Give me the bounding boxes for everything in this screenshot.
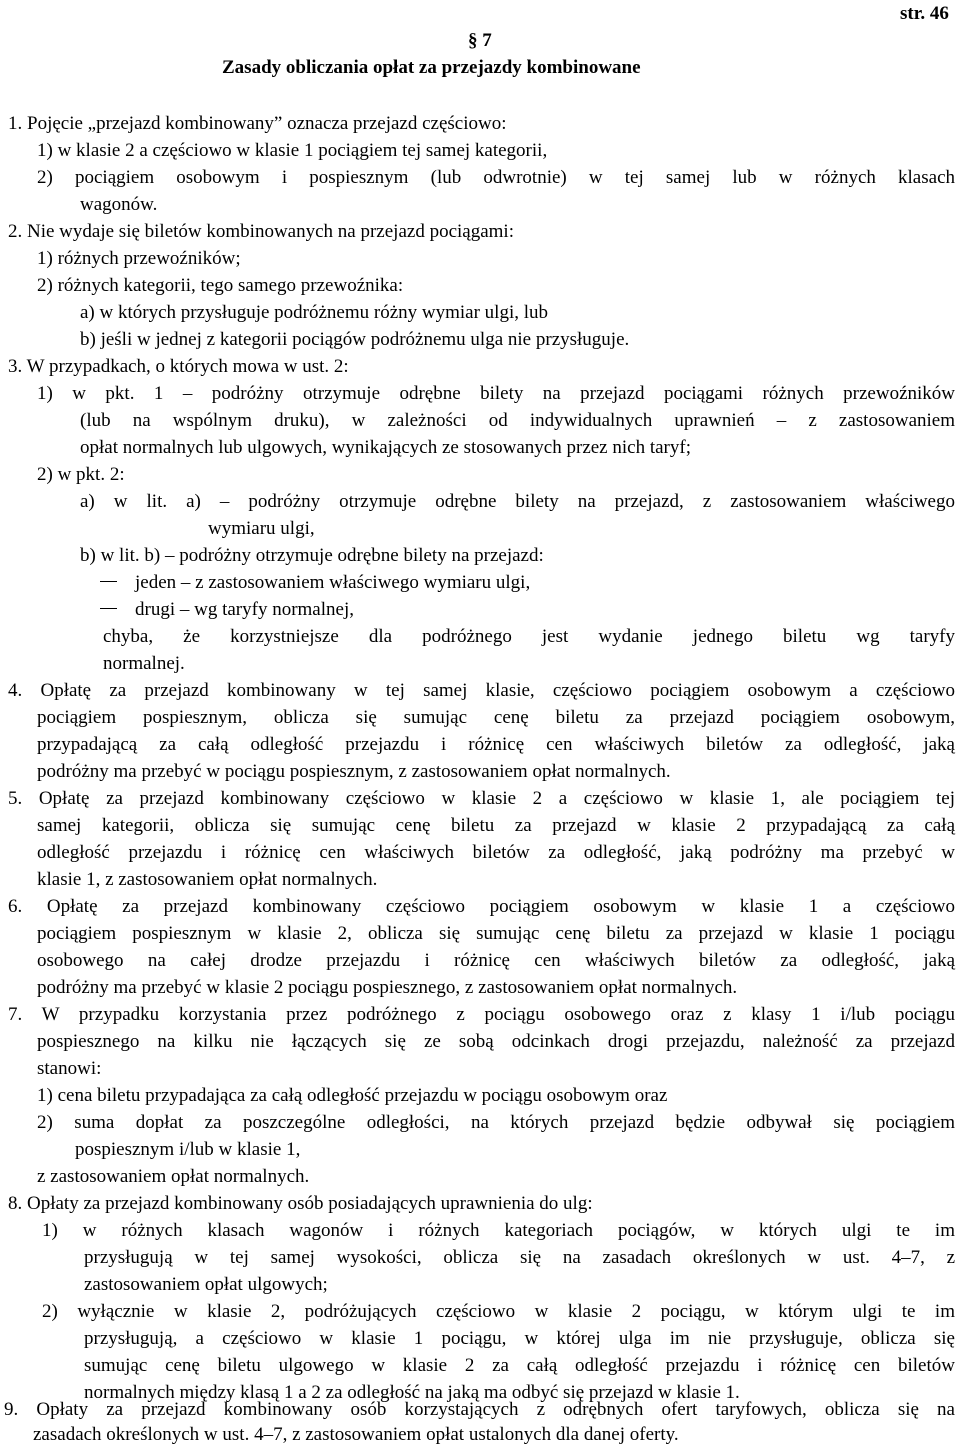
paragraph-line: pociągiem pospiesznym, oblicza się sumując cenę biletu za przejazd pociągiem osobowym,: [37, 707, 955, 728]
paragraph-line: 2) różnych kategorii, tego samego przewoźnika:: [37, 275, 404, 296]
section-number: § 7: [468, 30, 492, 51]
paragraph-line: przysługują w tej samej wysokości, oblicza się na zasadach określonych w ust. 4–7, z: [84, 1247, 955, 1268]
paragraph-line: normalnych między klasą 1 a 2 za odległość na jaką ma odbyć się przejazd w klasie 1.: [84, 1382, 740, 1403]
paragraph-line: a) w których przysługuje podróżnemu różny wymiar ulgi, lub: [80, 302, 549, 323]
paragraph-line: 2) suma dopłat za poszczególne odległości, na których przejazd będzie odbywał się pociągiem: [37, 1112, 955, 1133]
list-dash: [100, 608, 117, 609]
paragraph-line: b) w lit. b) – podróżny otrzymuje odrębne bilety na przejazd:: [80, 545, 544, 566]
paragraph-line: chyba, że korzystniejsze dla podróżnego jest wydanie jednego biletu wg taryfy: [103, 626, 955, 647]
paragraph-line: stanowi:: [37, 1058, 102, 1079]
paragraph-line: pospiesznym i/lub w klasie 1,: [75, 1139, 301, 1160]
paragraph-line: 6. Opłatę za przejazd kombinowany częściowo pociągiem osobowym w klasie 1 a częściowo: [8, 896, 955, 917]
paragraph-line: pociągiem pospiesznym w klasie 2, oblicza się sumując cenę biletu za przejazd w klasie 1 pociągu: [37, 923, 955, 944]
paragraph-line: osobowego na całej drodze przejazdu i różnicę cen właściwych biletów za odległość, jaką: [37, 950, 955, 971]
paragraph-line: 7. W przypadku korzystania przez podróżnego z pociągu osobowego oraz z klasy 1 i/lub pociągu: [8, 1004, 955, 1025]
paragraph-line: a) w lit. a) – podróżny otrzymuje odrębne bilety na przejazd, z zastosowaniem właściwego: [80, 491, 955, 512]
paragraph-line: 2) pociągiem osobowym i pospiesznym (lub odwrotnie) w tej samej lub w różnych klasach: [37, 167, 955, 188]
paragraph-line: pospiesznego na kilku nie łączących się ze sobą odcinkach drogi przejazdu, należność za przejazd: [37, 1031, 955, 1052]
paragraph-line: podróżny ma przebyć w klasie 2 pociągu pospiesznego, z zastosowaniem opłat normalnych.: [37, 977, 738, 998]
paragraph-line: 8. Opłaty za przejazd kombinowany osób posiadających uprawnienia do ulg:: [8, 1193, 593, 1214]
section-title: Zasady obliczania opłat za przejazdy kombinowane: [222, 57, 641, 78]
paragraph-line: opłat normalnych lub ulgowych, wynikających ze stosowanych przez nich taryf;: [80, 437, 691, 458]
paragraph-line: 2) wyłącznie w klasie 2, podróżujących częściowo w klasie 2 pociągu, w którym ulgi te im: [42, 1301, 955, 1322]
paragraph-line: klasie 1, z zastosowaniem opłat normalnych.: [37, 869, 378, 890]
paragraph-line: 4. Opłatę za przejazd kombinowany w tej samej klasie, częściowo pociągiem osobowym a częściowo: [8, 680, 955, 701]
list-dash: [100, 581, 117, 582]
paragraph-line: drugi – wg taryfy normalnej,: [135, 599, 354, 620]
paragraph-line: 1) różnych przewoźników;: [37, 248, 241, 269]
paragraph-line: 1) w pkt. 1 – podróżny otrzymuje odrębne bilety na przejazd pociągami różnych przewoźników: [37, 383, 955, 404]
paragraph-line: jeden – z zastosowaniem właściwego wymiaru ulgi,: [135, 572, 531, 593]
paragraph-line: 9. Opłaty za przejazd kombinowany osób korzystających z odrębnych ofert taryfowych, oblicza się na: [4, 1399, 955, 1420]
paragraph-line: samej kategorii, oblicza się sumując cenę biletu za przejazd w klasie 2 przypadającą za całą: [37, 815, 955, 836]
paragraph-line: przysługują, a częściowo w klasie 1 pociągu, w której ulga im nie przysługuje, oblicza się: [84, 1328, 955, 1349]
paragraph-line: normalnej.: [103, 653, 185, 674]
paragraph-line: przypadającą za całą odległość przejazdu i różnicę cen właściwych biletów za odległość, jaką: [37, 734, 955, 755]
paragraph-line: (lub na wspólnym druku), w zależności od indywidualnych uprawnień – z zastosowaniem: [80, 410, 955, 431]
paragraph-line: 1. Pojęcie „przejazd kombinowany” oznacza przejazd częściowo:: [8, 113, 507, 134]
paragraph-line: odległość przejazdu i różnicę cen właściwych biletów za odległość, jaką podróżny ma przebyć w: [37, 842, 955, 863]
paragraph-line: zastosowaniem opłat ulgowych;: [84, 1274, 328, 1295]
paragraph-line: 2) w pkt. 2:: [37, 464, 125, 485]
paragraph-line: podróżny ma przebyć w pociągu pospiesznym, z zastosowaniem opłat normalnych.: [37, 761, 671, 782]
paragraph-line: b) jeśli w jednej z kategorii pociągów podróżnemu ulga nie przysługuje.: [80, 329, 630, 350]
paragraph-line: sumując cenę biletu ulgowego w klasie 2 za całą odległość przejazdu i różnicę cen biletów: [84, 1355, 955, 1376]
page-number: str. 46: [900, 3, 949, 24]
paragraph-line: wymiaru ulgi,: [208, 518, 315, 539]
paragraph-line: 1) w różnych klasach wagonów i różnych kategoriach pociągów, w których ulgi te im: [42, 1220, 955, 1241]
paragraph-line: 1) cena biletu przypadająca za całą odległość przejazdu w pociągu osobowym oraz: [37, 1085, 668, 1106]
paragraph-line: wagonów.: [80, 194, 158, 215]
paragraph-line: 2. Nie wydaje się biletów kombinowanych na przejazd pociągami:: [8, 221, 514, 242]
paragraph-line: 1) w klasie 2 a częściowo w klasie 1 pociągiem tej samej kategorii,: [37, 140, 548, 161]
paragraph-line: 3. W przypadkach, o których mowa w ust. 2:: [8, 356, 349, 377]
paragraph-line: zasadach określonych w ust. 4–7, z zastosowaniem opłat ustalonych dla danej oferty.: [33, 1424, 679, 1445]
paragraph-line: z zastosowaniem opłat normalnych.: [37, 1166, 310, 1187]
paragraph-line: 5. Opłatę za przejazd kombinowany częściowo w klasie 2 a częściowo w klasie 1, ale pociągiem tej: [8, 788, 955, 809]
